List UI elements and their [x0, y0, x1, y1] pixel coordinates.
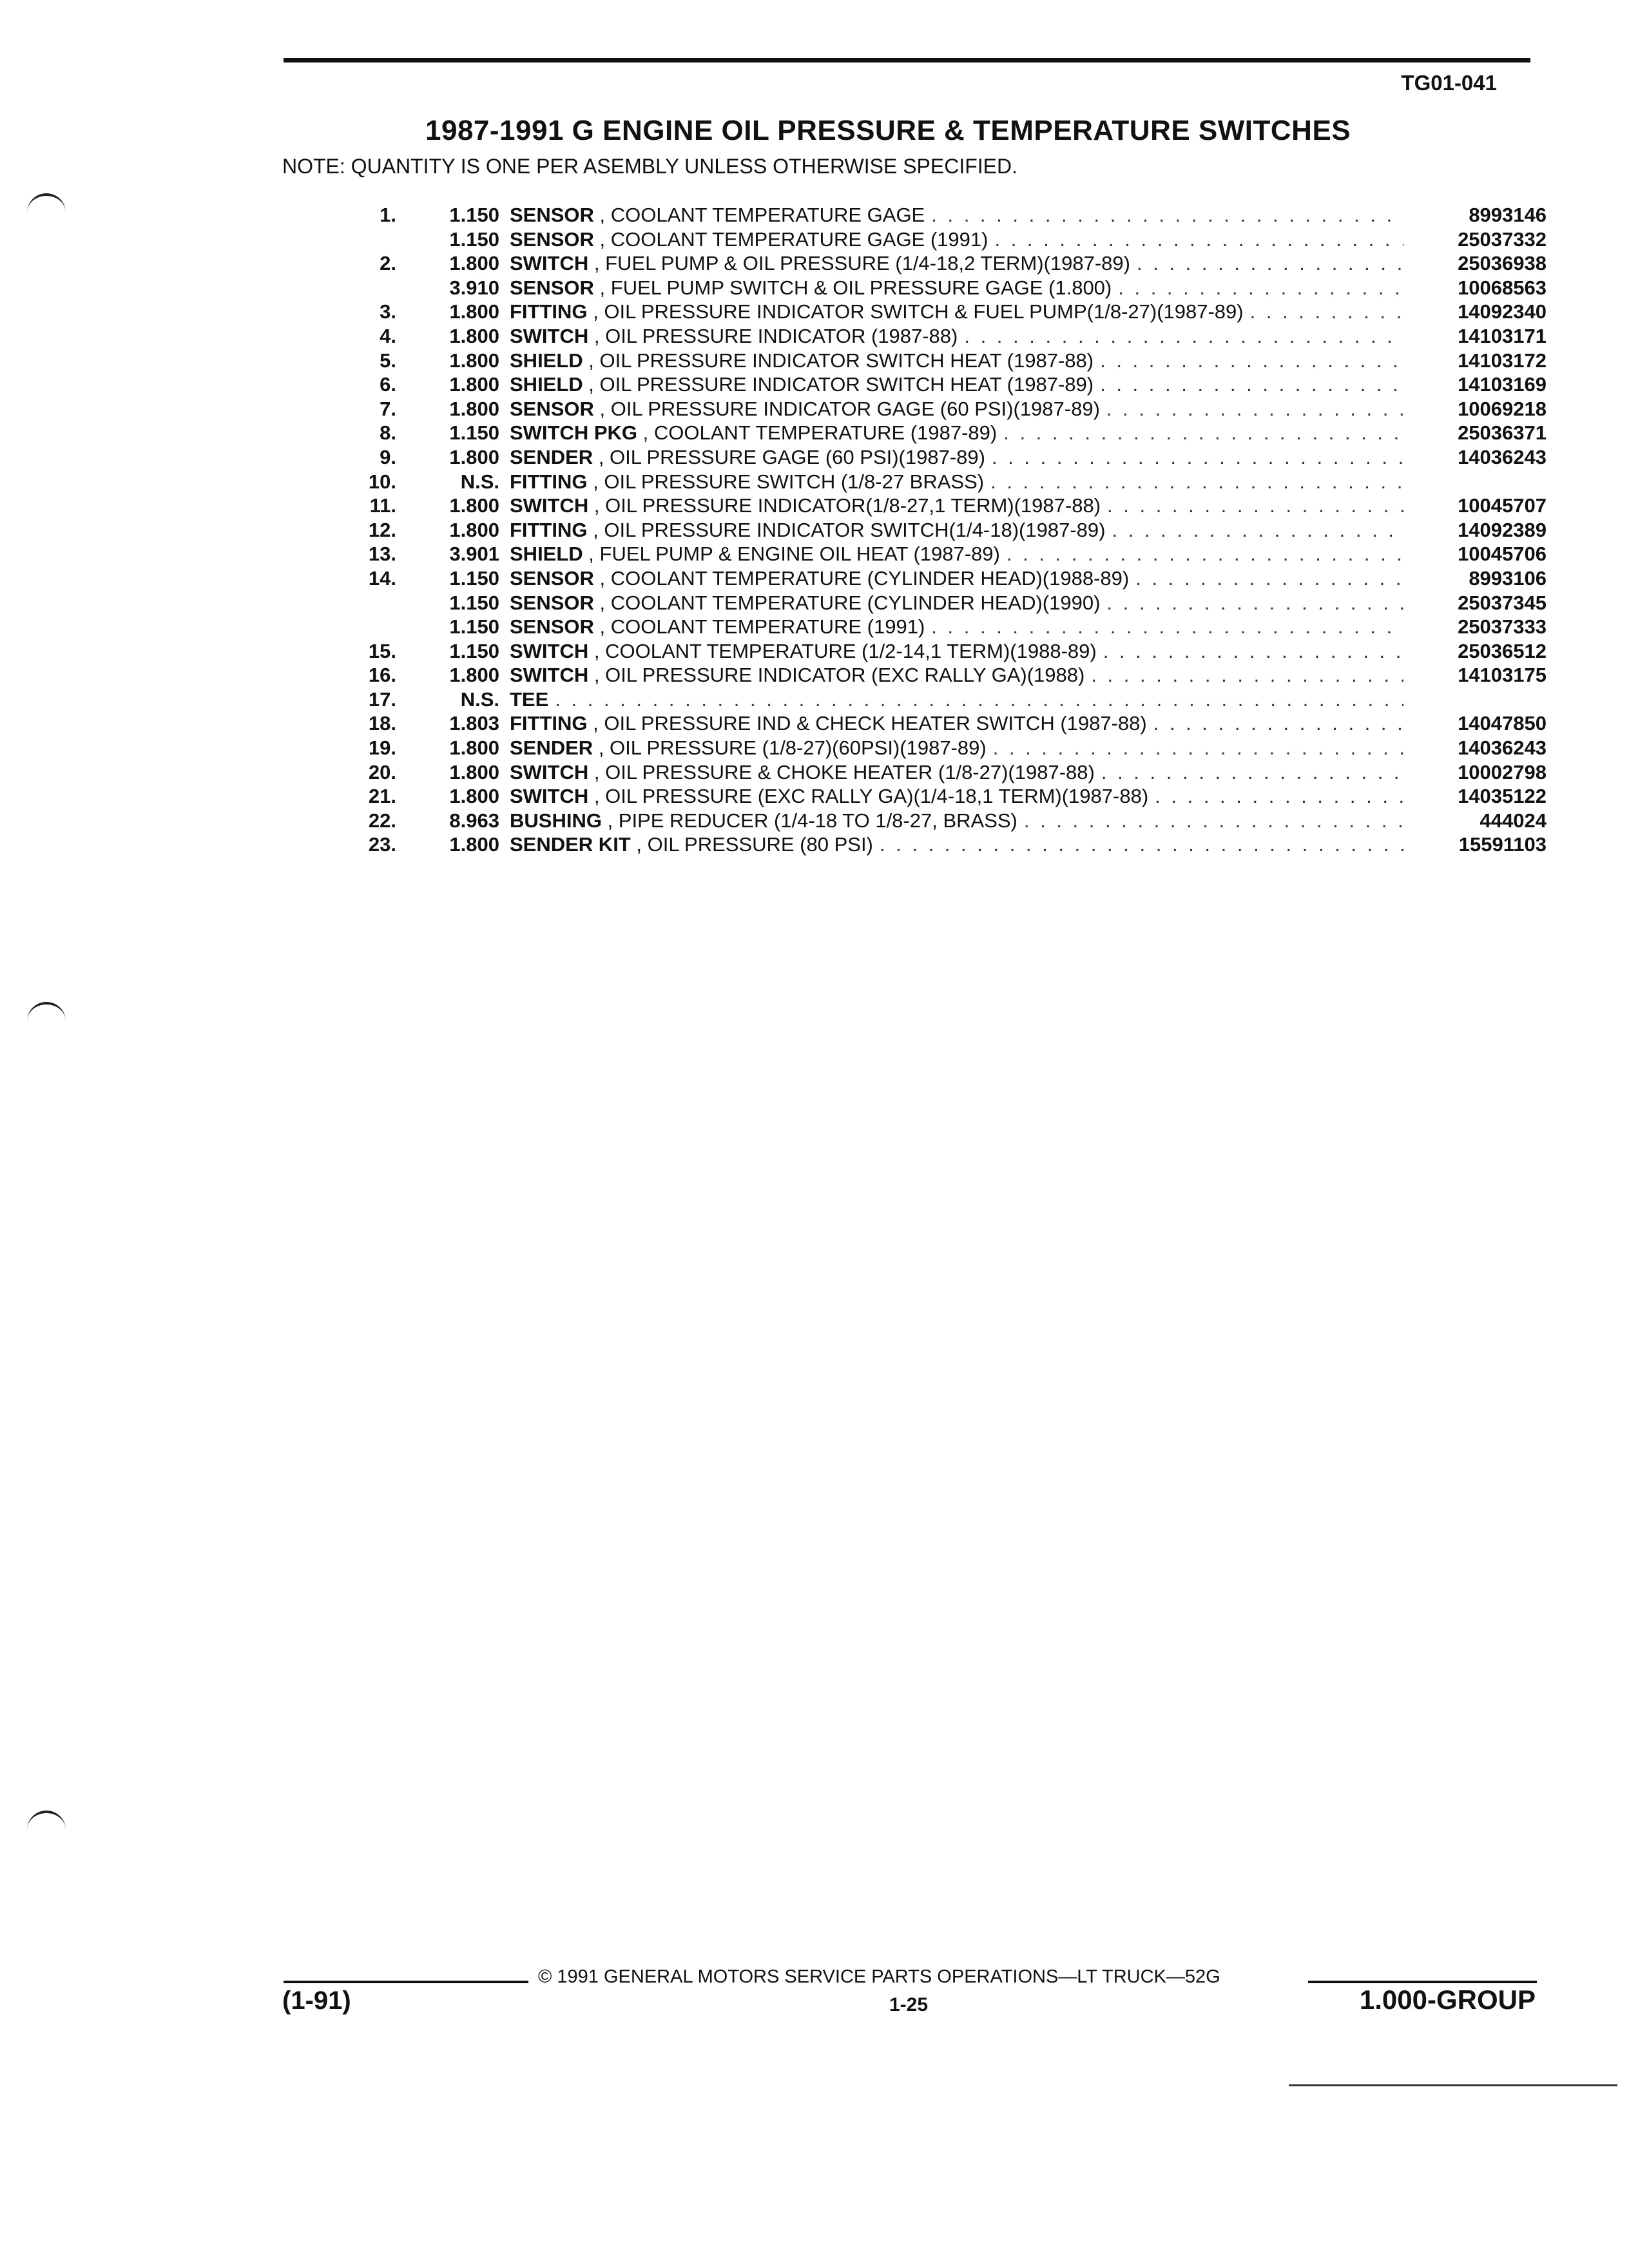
- part-number: 10002798: [1458, 760, 1547, 783]
- punch-hole-mark: [27, 1811, 66, 1831]
- table-row: [335, 227, 1547, 252]
- leader-dots: [1130, 251, 1403, 276]
- part-number: 10069218: [1458, 397, 1547, 420]
- table-row: [335, 687, 1547, 712]
- part-number: 14103171: [1458, 324, 1547, 347]
- part-detail: , COOLANT TEMPERATURE (CYLINDER HEAD)(1990): [593, 591, 1101, 614]
- part-detail: , OIL PRESSURE INDICATOR GAGE (60 PSI)(1987-89): [593, 397, 1100, 420]
- part-number: 25037333: [1458, 615, 1547, 639]
- part-detail: , FUEL PUMP SWITCH & OIL PRESSURE GAGE (1.800): [593, 276, 1112, 299]
- part-detail: , OIL PRESSURE INDICATOR(1/8-27,1 TERM)(1987-88): [588, 494, 1101, 517]
- part-number: 10045707: [1458, 494, 1547, 517]
- leader-dots: [1105, 518, 1403, 543]
- part-number: 14103169: [1458, 373, 1547, 396]
- part-name: SHIELD: [510, 373, 583, 396]
- ref-number: 9.: [380, 445, 396, 468]
- part-detail: , OIL PRESSURE (80 PSI): [630, 833, 873, 856]
- quantity: 1.800: [449, 252, 499, 275]
- table-row: [335, 615, 1547, 639]
- quantity: 3.901: [449, 543, 499, 566]
- table-row: [335, 251, 1547, 276]
- ref-number: 19.: [368, 736, 396, 760]
- footer-rule-left: [284, 1981, 528, 1983]
- part-number: 8993146: [1469, 204, 1547, 226]
- part-number: 14092340: [1458, 300, 1547, 323]
- ref-number: 6.: [380, 373, 396, 396]
- ref-number: 7.: [380, 397, 396, 420]
- leader-dots: [958, 324, 1403, 349]
- part-description: [510, 736, 1403, 760]
- part-detail: , FUEL PUMP & ENGINE OIL HEAT (1987-89): [583, 543, 1000, 566]
- table-row: [335, 421, 1547, 445]
- leader-dots: [1097, 639, 1403, 664]
- ref-number: 22.: [368, 809, 396, 832]
- leader-dots: [1084, 663, 1403, 687]
- table-row: [335, 760, 1547, 785]
- quantity: 1.800: [449, 373, 499, 396]
- table-row: [335, 518, 1547, 543]
- part-name: SENSOR: [510, 397, 594, 420]
- part-detail: , OIL PRESSURE INDICATOR (EXC RALLY GA)(1988): [588, 664, 1085, 687]
- ref-number: 1.: [380, 204, 396, 226]
- part-number: 14035122: [1458, 785, 1547, 808]
- part-detail: , COOLANT TEMPERATURE GAGE (1991): [593, 227, 988, 251]
- part-number: 14047850: [1458, 712, 1547, 735]
- part-detail: , COOLANT TEMPERATURE (1/2-14,1 TERM)(1988-89): [588, 639, 1097, 662]
- table-row: [335, 591, 1547, 615]
- part-name: FITTING: [510, 518, 588, 541]
- quantity: 1.150: [449, 204, 499, 226]
- footer-rule-right: [1308, 1981, 1537, 1983]
- part-name: SENSOR: [510, 204, 594, 226]
- part-detail: , OIL PRESSURE & CHOKE HEATER (1/8-27)(1987-88): [588, 760, 1095, 783]
- part-number: 25037332: [1458, 227, 1547, 251]
- part-description: [510, 687, 1403, 712]
- quantity: 1.150: [449, 421, 499, 445]
- part-name: SENDER: [510, 736, 593, 760]
- leader-dots: [1094, 372, 1403, 397]
- part-description: [510, 276, 1403, 300]
- quantity: 8.963: [449, 809, 499, 832]
- part-name: TEE: [510, 687, 549, 711]
- leader-dots: [1100, 591, 1403, 615]
- bottom-rule: [1289, 2084, 1617, 2086]
- table-row: [335, 784, 1547, 809]
- quantity: 1.800: [449, 445, 499, 468]
- part-description: [510, 300, 1403, 324]
- ref-number: 10.: [368, 470, 396, 493]
- table-row: [335, 542, 1547, 566]
- part-number: 14103172: [1458, 349, 1547, 372]
- ref-number: 11.: [369, 494, 396, 517]
- leader-dots: [984, 470, 1403, 494]
- table-row: [335, 494, 1547, 518]
- part-name: SENDER: [510, 445, 593, 468]
- leader-dots: [925, 203, 1403, 227]
- part-name: FITTING: [510, 712, 588, 735]
- leader-dots: [1101, 494, 1403, 518]
- part-description: [510, 711, 1403, 736]
- part-detail: , COOLANT TEMPERATURE GAGE: [593, 204, 925, 226]
- part-detail: , OIL PRESSURE INDICATOR SWITCH HEAT (1987-88): [583, 349, 1094, 372]
- part-number: 14092389: [1458, 518, 1547, 541]
- quantity: N.S.: [460, 470, 499, 493]
- part-description: [510, 760, 1403, 785]
- table-row: [335, 711, 1547, 736]
- part-detail: , COOLANT TEMPERATURE (1987-89): [637, 421, 998, 445]
- leader-dots: [925, 615, 1403, 639]
- part-description: [510, 566, 1403, 591]
- part-number: 25036512: [1458, 639, 1547, 662]
- part-detail: , OIL PRESSURE (EXC RALLY GA)(1/4-18,1 TERM)(1987-88): [588, 785, 1149, 808]
- part-name: SENSOR: [510, 276, 594, 299]
- quantity: 3.910: [449, 276, 499, 299]
- part-detail: , OIL PRESSURE INDICATOR SWITCH(1/4-18)(1987-89): [587, 518, 1106, 541]
- table-row: [335, 566, 1547, 591]
- ref-number: 17.: [368, 687, 396, 711]
- leader-dots: [1148, 784, 1403, 809]
- part-description: [510, 349, 1403, 373]
- leader-dots: [548, 687, 1403, 712]
- part-description: [510, 372, 1403, 397]
- ref-number: 15.: [368, 639, 396, 662]
- part-number: 10045706: [1458, 543, 1547, 566]
- part-name: FITTING: [510, 300, 588, 323]
- part-name: SWITCH: [510, 252, 589, 275]
- part-name: SWITCH: [510, 664, 589, 687]
- quantity: 1.800: [449, 760, 499, 783]
- quantity: 1.803: [449, 712, 499, 735]
- part-number: 25036371: [1458, 421, 1547, 445]
- part-number: 25036938: [1458, 252, 1547, 275]
- leader-dots: [987, 736, 1403, 760]
- part-name: SENSOR: [510, 227, 594, 251]
- quantity: 1.800: [449, 349, 499, 372]
- ref-number: 8.: [380, 421, 396, 445]
- leader-dots: [1129, 566, 1403, 591]
- part-name: FITTING: [510, 470, 588, 493]
- part-name: SHIELD: [510, 543, 583, 566]
- ref-number: 16.: [368, 664, 396, 687]
- table-row: [335, 203, 1547, 227]
- part-detail: , OIL PRESSURE GAGE (60 PSI)(1987-89): [593, 445, 985, 468]
- leader-dots: [985, 445, 1403, 470]
- leader-dots: [997, 421, 1403, 445]
- quantity: 1.800: [449, 300, 499, 323]
- table-row: [335, 397, 1547, 421]
- part-name: SWITCH: [510, 760, 589, 783]
- part-description: [510, 494, 1403, 518]
- part-number: 25037345: [1458, 591, 1547, 614]
- leader-dots: [873, 832, 1403, 857]
- part-name: BUSHING: [510, 809, 602, 832]
- ref-number: 18.: [368, 712, 396, 735]
- quantity: 1.800: [449, 494, 499, 517]
- ref-number: 14.: [368, 566, 396, 590]
- parts-list: [335, 203, 1547, 857]
- quantity: 1.800: [449, 518, 499, 541]
- part-description: [510, 445, 1403, 470]
- leader-dots: [1147, 711, 1403, 736]
- ref-number: 13.: [368, 543, 396, 566]
- page-number: 1-25: [889, 1994, 929, 2015]
- copyright-line: © 1991 GENERAL MOTORS SERVICE PARTS OPERATIONS—LT TRUCK—52G: [538, 1966, 1220, 1987]
- part-detail: , COOLANT TEMPERATURE (1991): [593, 615, 925, 639]
- part-number: 10068563: [1458, 276, 1547, 299]
- leader-dots: [1112, 276, 1403, 300]
- leader-dots: [1100, 397, 1403, 421]
- table-row: [335, 445, 1547, 470]
- leader-dots: [1017, 809, 1403, 833]
- part-description: [510, 421, 1403, 445]
- part-detail: , OIL PRESSURE (1/8-27)(60PSI)(1987-89): [593, 736, 987, 760]
- part-description: [510, 615, 1403, 639]
- top-rule: [284, 58, 1530, 62]
- part-name: SHIELD: [510, 349, 583, 372]
- table-row: [335, 349, 1547, 373]
- table-row: [335, 663, 1547, 687]
- part-number: 444024: [1480, 809, 1547, 832]
- quantity: 1.800: [449, 664, 499, 687]
- part-description: [510, 518, 1403, 543]
- table-row: [335, 832, 1547, 857]
- ref-number: 21.: [368, 785, 396, 808]
- part-detail: , OIL PRESSURE INDICATOR SWITCH HEAT (1987-89): [583, 373, 1094, 396]
- part-description: [510, 203, 1403, 227]
- part-number: 14036243: [1458, 445, 1547, 468]
- part-name: SWITCH: [510, 494, 589, 517]
- part-name: SENSOR: [510, 566, 594, 590]
- ref-number: 5.: [380, 349, 396, 372]
- part-description: [510, 324, 1403, 349]
- part-detail: , PIPE REDUCER (1/4-18 TO 1/8-27, BRASS): [601, 809, 1017, 832]
- part-detail: , OIL PRESSURE INDICATOR (1987-88): [588, 324, 958, 347]
- leader-dots: [988, 227, 1403, 252]
- part-detail: , FUEL PUMP & OIL PRESSURE (1/4-18,2 TERM)(1987-89): [588, 252, 1130, 275]
- table-row: [335, 639, 1547, 664]
- part-description: [510, 639, 1403, 664]
- part-description: [510, 663, 1403, 687]
- table-row: [335, 809, 1547, 833]
- part-detail: , OIL PRESSURE INDICATOR SWITCH & FUEL PUMP(1/8-27)(1987-89): [587, 300, 1244, 323]
- part-name: SENSOR: [510, 591, 594, 614]
- part-description: [510, 470, 1403, 494]
- ref-number: 23.: [368, 833, 396, 856]
- part-number: 8993106: [1469, 566, 1547, 590]
- part-name: SWITCH: [510, 785, 589, 808]
- quantity: 1.150: [449, 591, 499, 614]
- ref-number: 12.: [368, 518, 396, 541]
- part-name: SWITCH: [510, 324, 589, 347]
- ref-number: 2.: [380, 252, 396, 275]
- part-name: SENDER KIT: [510, 833, 631, 856]
- quantity: 1.150: [449, 615, 499, 639]
- quantity: 1.150: [449, 227, 499, 251]
- quantity: 1.800: [449, 397, 499, 420]
- quantity: 1.800: [449, 736, 499, 760]
- part-name: SENSOR: [510, 615, 594, 639]
- part-number: 14103175: [1458, 664, 1547, 687]
- page-title: 1987-1991 G ENGINE OIL PRESSURE & TEMPERATURE SWITCHES: [425, 115, 1351, 146]
- ref-number: 20.: [368, 760, 396, 783]
- part-detail: , OIL PRESSURE SWITCH (1/8-27 BRASS): [587, 470, 985, 493]
- leader-dots: [1000, 542, 1403, 566]
- part-description: [510, 542, 1403, 566]
- table-row: [335, 300, 1547, 324]
- part-number: 14036243: [1458, 736, 1547, 760]
- document-code: TG01-041: [1401, 71, 1497, 95]
- part-detail: , OIL PRESSURE IND & CHECK HEATER SWITCH (1987-88): [587, 712, 1147, 735]
- leader-dots: [1095, 760, 1403, 785]
- leader-dots: [1094, 349, 1403, 373]
- ref-number: 3.: [380, 300, 396, 323]
- table-row: [335, 470, 1547, 494]
- part-description: [510, 809, 1403, 833]
- table-row: [335, 276, 1547, 300]
- part-description: [510, 251, 1403, 276]
- quantity: 1.800: [449, 785, 499, 808]
- table-row: [335, 324, 1547, 349]
- quantity: 1.150: [449, 639, 499, 662]
- part-description: [510, 397, 1403, 421]
- quantity: 1.150: [449, 566, 499, 590]
- quantity-note: NOTE: QUANTITY IS ONE PER ASEMBLY UNLESS OTHERWISE SPECIFIED.: [282, 155, 1017, 178]
- quantity: N.S.: [460, 687, 499, 711]
- punch-hole-mark: [27, 1002, 66, 1023]
- part-detail: , COOLANT TEMPERATURE (CYLINDER HEAD)(1988-89): [593, 566, 1130, 590]
- part-number: 15591103: [1458, 833, 1547, 856]
- part-name: SWITCH: [510, 639, 589, 662]
- quantity: 1.800: [449, 324, 499, 347]
- group-number: 1.000-GROUP: [1359, 1984, 1536, 2015]
- leader-dots: [1244, 300, 1403, 324]
- part-description: [510, 784, 1403, 809]
- table-row: [335, 372, 1547, 397]
- quantity: 1.800: [449, 833, 499, 856]
- part-description: [510, 591, 1403, 615]
- revision-date: (1-91): [282, 1986, 351, 2015]
- part-name: SWITCH PKG: [510, 421, 638, 445]
- table-row: [335, 736, 1547, 760]
- part-description: [510, 832, 1403, 857]
- punch-hole-mark: [27, 193, 66, 214]
- part-description: [510, 227, 1403, 252]
- ref-number: 4.: [380, 324, 396, 347]
